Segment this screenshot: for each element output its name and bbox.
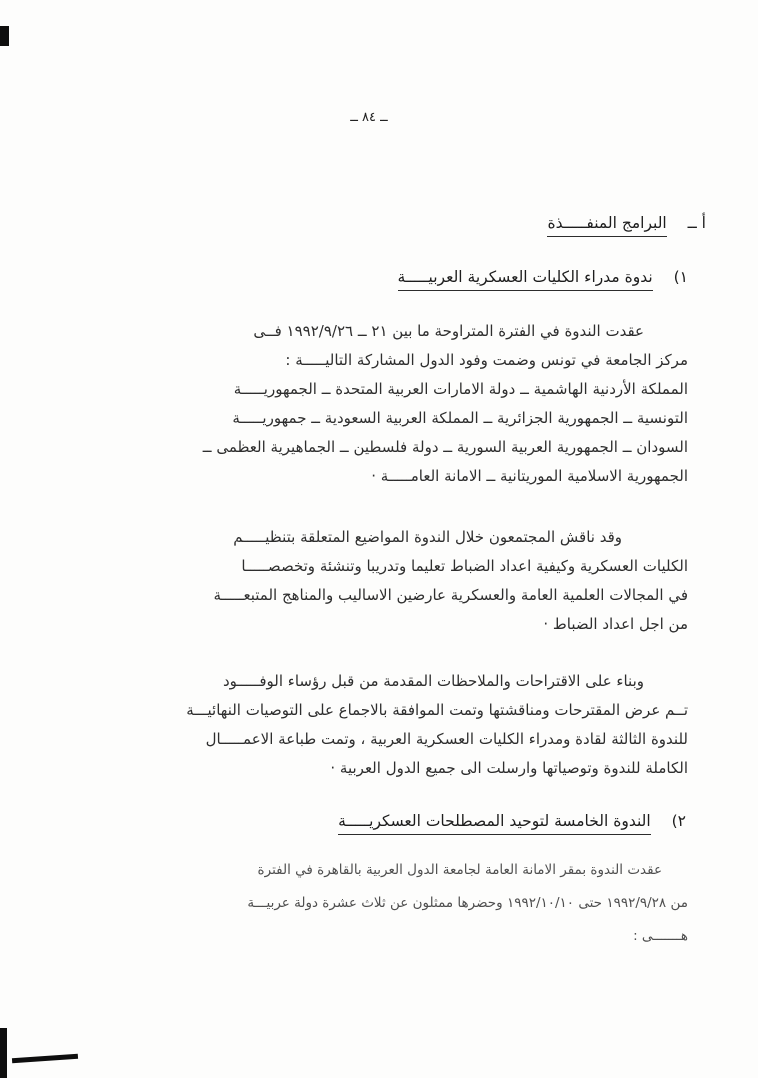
scan-artifact (12, 1054, 78, 1064)
paragraph-seminar-topics (95, 523, 688, 639)
text-line: الكليات العسكرية وكيفية اعداد الضباط تعليما وتدريبا وتنشئة وتخصصـــــا (241, 557, 688, 575)
text-line: التونسية ــ الجمهورية الجزائرية ــ المملكة العربية السعودية ــ جمهوريـــــة (232, 409, 688, 427)
text-line: في المجالات العلمية العامة والعسكرية عارضين الاساليب والمناهج المتبعـــــة (213, 586, 688, 604)
text-line: عقدت الندوة بمقر الامانة العامة لجامعة الدول العربية بالقاهرة في الفترة (257, 862, 662, 878)
text-line: من ١٩٩٢/٩/٢٨ حتى ١٩٩٢/١٠/١٠ وحضرها ممثلون عن ثلاث عشرة دولة عربيـــة (247, 895, 688, 911)
item-1-title: ندوة مدراء الكليات العسكرية العربيـــــة (398, 268, 653, 291)
text-line: الجمهورية الاسلامية الموريتانية ــ الامانة العامـــــة · (371, 467, 688, 485)
text-line: وقد ناقش المجتمعون خلال الندوة المواضيع المتعلقة بتنظيـــــم (233, 528, 622, 546)
text-line: المملكة الأردنية الهاشمية ــ دولة الامارات العربية المتحدة ــ الجمهوريـــــة (233, 380, 688, 398)
text-line: عقدت الندوة في الفترة المتراوحة ما بين ٢١ ــ ١٩٩٢/٩/٢٦ فــى (253, 322, 644, 340)
text-line: السودان ــ الجمهورية العربية السورية ــ دولة فلسطين ــ الجماهيرية العظمى ــ (202, 438, 688, 456)
text-line: للندوة الثالثة لقادة ومدراء الكليات العسكرية العربية ، وتمت طباعة الاعمـــــال (205, 730, 688, 748)
text-line: الكاملة للندوة وتوصياتها وارسلت الى جميع الدول العربية · (330, 759, 688, 777)
text-line: وبناء على الاقتراحات والملاحظات المقدمة من قبل رؤساء الوفـــــود (222, 672, 644, 690)
paragraph-fifth-seminar (95, 854, 688, 953)
text-line: تــم عرض المقترحات ومناقشتها وتمت الموافقة بالاجماع على التوصيات النهائيـــة (186, 701, 688, 719)
item-2-title: الندوة الخامسة لتوحيد المصطلحات العسكريـــــة (338, 812, 651, 835)
item-2-heading (338, 812, 686, 835)
scan-artifact (0, 1028, 7, 1078)
section-a-title: البرامج المنفـــــذة (547, 214, 666, 237)
item-1-heading (398, 268, 688, 291)
paragraph-seminar-participants (95, 317, 688, 491)
item-1-marker: ١) (673, 268, 688, 286)
text-line: من اجل اعداد الضباط · (543, 615, 688, 633)
scan-artifact (0, 26, 9, 46)
item-2-marker: ٢) (671, 812, 686, 830)
text-line: هـــــــى : (633, 928, 688, 944)
section-a-marker: أ ــ (687, 214, 706, 232)
text-line: مركز الجامعة في تونس وضمت وفود الدول المشاركة التاليـــــة : (285, 351, 688, 369)
section-a-heading (547, 214, 706, 237)
paragraph-recommendations (95, 667, 688, 783)
page-number: ــ ٨٤ ــ (350, 110, 388, 125)
